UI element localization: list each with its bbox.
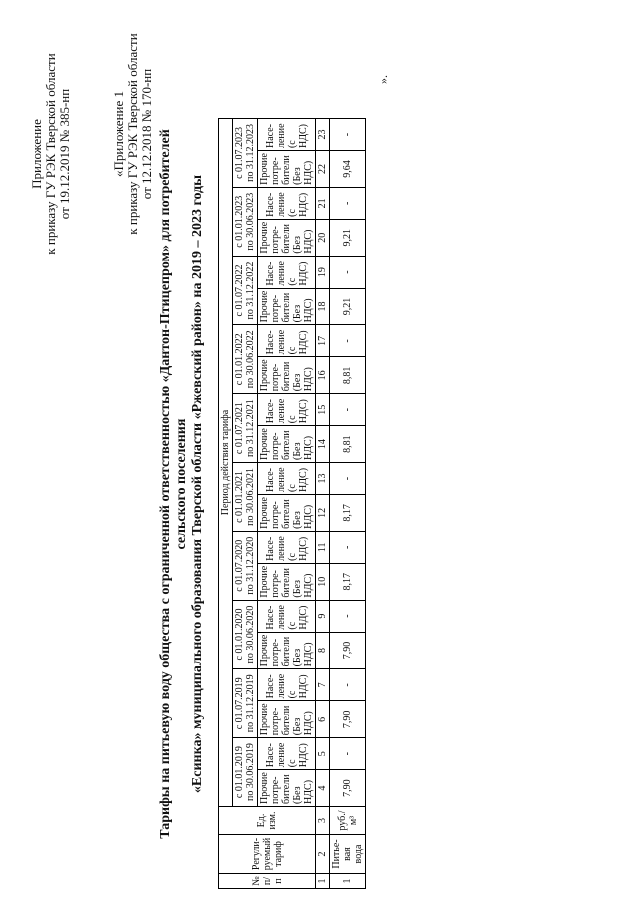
- period-header: Период действия тарифа: [219, 119, 233, 807]
- col-unit-header: Ед. изм.: [219, 807, 316, 835]
- column-number: 11: [316, 531, 330, 563]
- column-number: 13: [316, 463, 330, 495]
- population-header: Насе-ление (с НДС): [258, 531, 316, 563]
- column-number: 2: [316, 835, 330, 874]
- tariff-value: 9,21: [330, 288, 366, 325]
- tariff-value: -: [330, 325, 366, 357]
- column-number: 12: [316, 495, 330, 532]
- column-number: 22: [316, 151, 330, 188]
- other-consumers-header: Прочие потре-бители (Без НДС): [258, 151, 316, 188]
- tariff-value: 8,17: [330, 563, 366, 600]
- tariff-value: -: [330, 738, 366, 770]
- tariff-value: -: [330, 531, 366, 563]
- tariff-value: 7,90: [330, 701, 366, 738]
- period-cell: с 01.01.2019 по 30.06.2019: [233, 738, 258, 807]
- column-number: 10: [316, 563, 330, 600]
- column-number: 5: [316, 738, 330, 770]
- tariff-value: 9,64: [330, 151, 366, 188]
- other-consumers-header: Прочие потре-бители (Без НДС): [258, 288, 316, 325]
- other-consumers-header: Прочие потре-бители (Без НДС): [258, 701, 316, 738]
- tariff-value: -: [330, 119, 366, 151]
- column-number: 7: [316, 669, 330, 701]
- tariff-value: -: [330, 669, 366, 701]
- row-number: 1: [330, 874, 366, 889]
- population-header: Насе-ление (с НДС): [258, 187, 316, 219]
- closing-mark: ».: [376, 75, 390, 84]
- other-consumers-header: Прочие потре-бители (Без НДС): [258, 219, 316, 256]
- column-number: 4: [316, 770, 330, 807]
- tariff-value: -: [330, 187, 366, 219]
- population-header: Насе-ление (с НДС): [258, 463, 316, 495]
- column-number: 16: [316, 357, 330, 394]
- population-header: Насе-ление (с НДС): [258, 394, 316, 426]
- row-tariff-name: Питье-вая вода: [330, 835, 366, 874]
- period-cell: с 01.07.2020 по 31.12.2020: [233, 531, 258, 600]
- col-tariff-header: Регули-руемый тариф: [219, 835, 316, 874]
- other-consumers-header: Прочие потре-бители (Без НДС): [258, 770, 316, 807]
- period-cell: с 01.01.2022 по 30.06.2022: [233, 325, 258, 394]
- other-consumers-header: Прочие потре-бители (Без НДС): [258, 426, 316, 463]
- document-title: [158, 104, 206, 864]
- period-cell: с 01.01.2023 по 30.06.2023: [233, 187, 258, 256]
- column-number: 14: [316, 426, 330, 463]
- population-header: Насе-ление (с НДС): [258, 325, 316, 357]
- row-unit: руб./м³: [330, 807, 366, 835]
- table-row: [330, 119, 366, 889]
- col-num-header: № п/п: [219, 874, 316, 889]
- population-header: Насе-ление (с НДС): [258, 600, 316, 632]
- column-number: 19: [316, 256, 330, 288]
- title-line: Тарифы на питьевую воду общества с ограниченной ответственностью «Дантон-Птицепром» для потребителей сельского поселения: [158, 129, 189, 839]
- header-line: от 12.12.2018 № 170-нп: [139, 68, 154, 200]
- tariff-value: 7,90: [330, 632, 366, 669]
- column-number: 18: [316, 288, 330, 325]
- header-row-1: [219, 119, 233, 889]
- tariff-value: -: [330, 256, 366, 288]
- population-header: Насе-ление (с НДС): [258, 119, 316, 151]
- original-appendix-header: [112, 4, 154, 264]
- column-number: 23: [316, 119, 330, 151]
- tariff-value: 9,21: [330, 219, 366, 256]
- period-cell: с 01.07.2021 по 31.12.2021: [233, 394, 258, 463]
- tariff-value: 8,81: [330, 357, 366, 394]
- period-cell: с 01.07.2019 по 31.12.2019: [233, 669, 258, 738]
- header-row-consumers: [258, 119, 316, 889]
- header-line: к приказу ГУ РЭК Тверской области: [43, 53, 58, 255]
- column-number: 8: [316, 632, 330, 669]
- other-consumers-header: Прочие потре-бители (Без НДС): [258, 563, 316, 600]
- title-line: «Есинка» муниципального образования Тверской области «Ржевский район» на 2019 – 2023 годы: [190, 174, 205, 794]
- tariff-table: [218, 118, 366, 889]
- tariff-value: 8,81: [330, 426, 366, 463]
- period-cell: с 01.07.2022 по 31.12.2022: [233, 256, 258, 325]
- other-consumers-header: Прочие потре-бители (Без НДС): [258, 495, 316, 532]
- header-line: «Приложение 1: [111, 90, 126, 178]
- tariff-value: -: [330, 394, 366, 426]
- population-header: Насе-ление (с НДС): [258, 738, 316, 770]
- column-number: 9: [316, 600, 330, 632]
- period-cell: с 01.01.2021 по 30.06.2021: [233, 463, 258, 532]
- column-number: 1: [316, 874, 330, 889]
- header-line: к приказу ГУ РЭК Тверской области: [125, 33, 140, 235]
- tariff-value: -: [330, 463, 366, 495]
- header-line: Приложение: [29, 119, 44, 189]
- column-number: 6: [316, 701, 330, 738]
- population-header: Насе-ление (с НДС): [258, 256, 316, 288]
- appendix-header: [30, 24, 72, 284]
- tariff-value: 7,90: [330, 770, 366, 807]
- period-cell: с 01.01.2020 по 30.06.2020: [233, 600, 258, 669]
- column-number-row: [316, 119, 330, 889]
- period-cell: с 01.07.2023 по 31.12.2023: [233, 119, 258, 188]
- column-number: 20: [316, 219, 330, 256]
- column-number: 15: [316, 394, 330, 426]
- header-line: от 19.12.2019 № 385-нп: [57, 88, 72, 220]
- column-number: 21: [316, 187, 330, 219]
- column-number: 3: [316, 807, 330, 835]
- header-row-periods: [233, 119, 258, 889]
- other-consumers-header: Прочие потре-бители (Без НДС): [258, 632, 316, 669]
- tariff-value: 8,17: [330, 495, 366, 532]
- tariff-value: -: [330, 600, 366, 632]
- other-consumers-header: Прочие потре-бители (Без НДС): [258, 357, 316, 394]
- population-header: Насе-ление (с НДС): [258, 669, 316, 701]
- column-number: 17: [316, 325, 330, 357]
